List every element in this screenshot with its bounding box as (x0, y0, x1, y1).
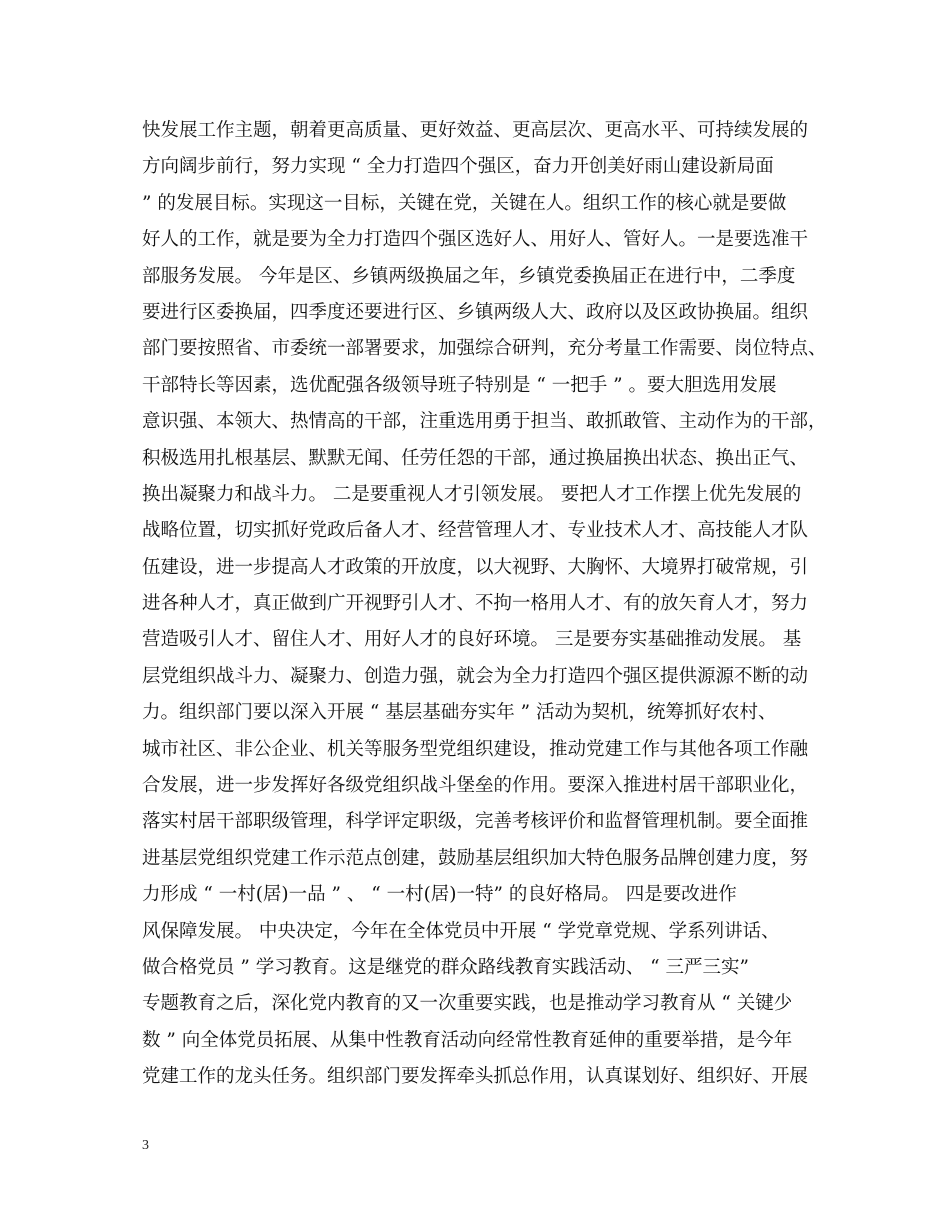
text-line: 党建工作的龙头任务。组织部门要发挥牵头抓总作用，认真谋划好、组织好、开展 (142, 1066, 809, 1088)
page-number: 3 (142, 1138, 149, 1153)
text-line: 做合格党员 ” 学习教育。这是继党的群众路线教育实践活动、 “ 三严三实” (142, 956, 749, 978)
text-line: 积极选用扎根基层、默默无闻、任劳任怨的干部，通过换届换出状态、换出正气、 (142, 447, 809, 469)
text-line: 力。组织部门要以深入开展 “ 基层基础夯实年 ” 活动为契机，统筹抓好农村、 (142, 702, 777, 724)
text-line: 进各种人才，真正做到广开视野引人才、不拘一格用人才、有的放矢育人才，努力 (142, 593, 809, 615)
text-line: ” 的发展目标。实现这一目标，关键在党，关键在人。组织工作的核心就是要做 (142, 192, 787, 214)
text-line: 换出凝聚力和战斗力。 二是要重视人才引领发展。 要把人才工作摆上优先发展的 (142, 483, 802, 505)
text-line: 伍建设，进一步提高人才政策的开放度，以大视野、大胸怀、大境界打破常规，引 (142, 556, 809, 578)
text-line: 进基层党组织党建工作示范点创建，鼓励基层组织加大特色服务品牌创建力度，努 (142, 847, 809, 869)
text-line: 层党组织战斗力、凝聚力、创造力强，就会为全力打造四个强区提供源源不断的动 (142, 665, 809, 687)
text-line: 营造吸引人才、留住人才、用好人才的良好环境。 三是要夯实基础推动发展。 基 (142, 629, 802, 651)
text-line: 专题教育之后，深化党内教育的又一次重要实践，也是推动学习教育从 “ 关键少 (142, 993, 793, 1015)
text-line: 城市社区、非公企业、机关等服务型党组织建设，推动党建工作与其他各项工作融 (142, 738, 809, 760)
text-line: 力形成 “ 一村(居)一品 ” 、 “ 一村(居)一特” 的良好格局。 四是要改进作 (142, 884, 737, 906)
text-line: 好人的工作，就是要为全力打造四个强区选好人、用好人、管好人。一是要选准干 (142, 229, 809, 251)
body-text (142, 113, 842, 1096)
text-line: 方向阔步前行，努力实现 “ 全力打造四个强区，奋力开创美好雨山建设新局面 (142, 156, 774, 178)
text-line: 意识强、本领大、热情高的干部，注重选用勇于担当、敢抓敢管、主动作为的干部， (142, 411, 827, 433)
text-line: 要进行区委换届，四季度还要进行区、乡镇两级人大、政府以及区政协换届。组织 (142, 301, 809, 323)
text-line: 快发展工作主题，朝着更高质量、更好效益、更高层次、更高水平、可持续发展的 (142, 120, 809, 141)
text-line: 部门要按照省、市委统一部署要求，加强综合研判，充分考量工作需要、岗位特点、 (142, 338, 827, 360)
text-line: 数 ” 向全体党员拓展、从集中性教育活动向经常性教育延伸的重要举措，是今年 (142, 1029, 793, 1051)
text-line: 落实村居干部职级管理，科学评定职级，完善考核评价和监督管理机制。要全面推 (142, 811, 809, 833)
text-line: 战略位置，切实抓好党政后备人才、经营管理人才、专业技术人才、高技能人才队 (142, 520, 809, 542)
text-line: 部服务发展。 今年是区、乡镇两级换届之年，乡镇党委换届正在进行中，二季度 (142, 265, 796, 287)
text-line: 干部特长等因素，选优配强各级领导班子特别是 “ 一把手 ” 。要大胆选用发展 (142, 374, 777, 396)
text-line: 合发展，进一步发挥好各级党组织战斗堡垒的作用。要深入推进村居干部职业化， (142, 775, 809, 797)
text-line: 风保障发展。 中央决定，今年在全体党员中开展 “ 学党章党规、学系列讲话、 (142, 920, 780, 942)
